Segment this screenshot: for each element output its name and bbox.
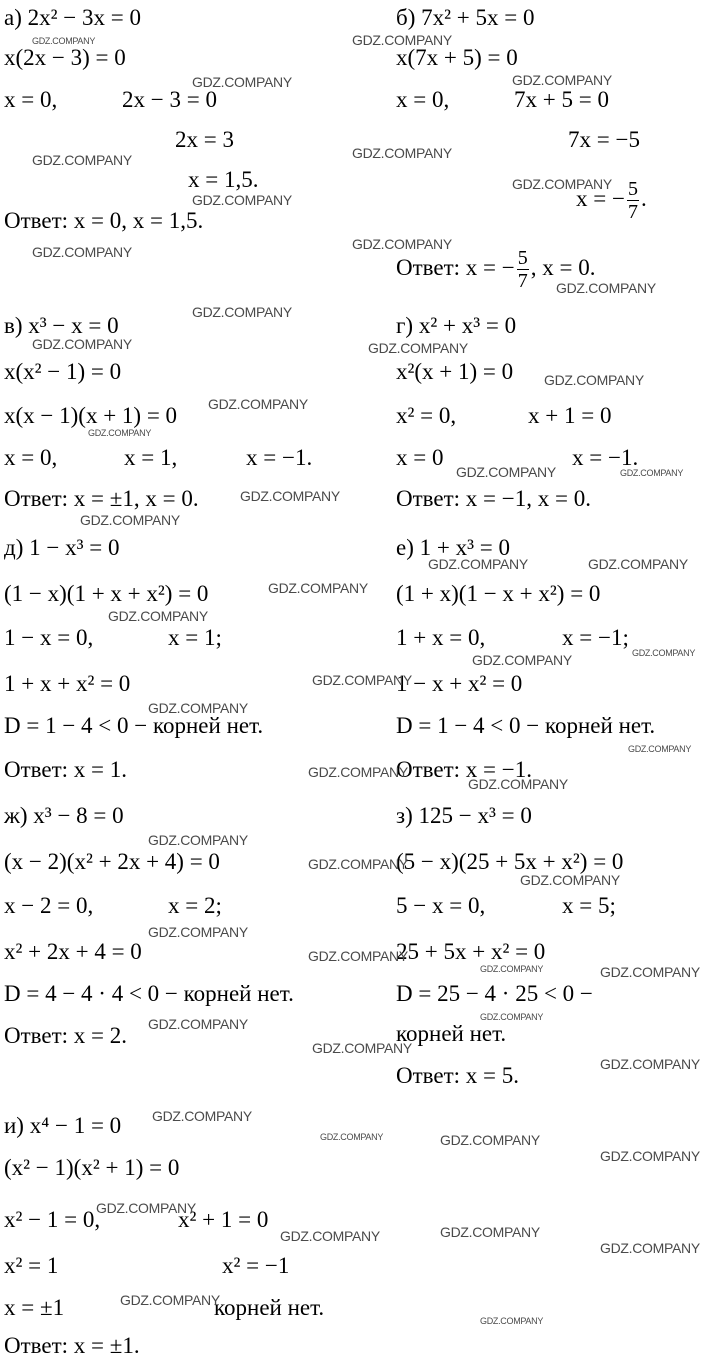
watermark: GDZ.COMPANY (512, 176, 612, 192)
problem-d-factored: (1 − x)(1 + x + x²) = 0 (4, 581, 209, 606)
problem-z-equation: з) 125 − x³ = 0 (396, 803, 532, 828)
problem-v-root-3: x = −1. (246, 445, 313, 470)
problem-zh-factor-eq-1: x − 2 = 0, (4, 893, 94, 918)
watermark: GDZ.COMPANY (32, 152, 132, 168)
problem-z-quadratic: 25 + 5x + x² = 0 (396, 939, 546, 964)
problem-a-equation: а) 2x² − 3x = 0 (4, 5, 141, 30)
watermark: GDZ.COMPANY (628, 744, 692, 754)
problem-a-step: 2x = 3 (175, 127, 234, 152)
problem-i-roots: x = ±1 (4, 1295, 65, 1320)
watermark: GDZ.COMPANY (440, 1224, 540, 1240)
problem-v-answer: Ответ: x = ±1, x = 0. (4, 486, 199, 511)
watermark: GDZ.COMPANY (352, 236, 452, 252)
watermark: GDZ.COMPANY (148, 1016, 248, 1032)
problem-z-factored: (5 − x)(25 + 5x + x²) = 0 (396, 849, 624, 874)
problem-zh-equation: ж) x³ − 8 = 0 (4, 803, 124, 828)
watermark: GDZ.COMPANY (32, 244, 132, 260)
problem-i-answer: Ответ: x = ±1. (4, 1333, 140, 1358)
problem-zh-answer: Ответ: x = 2. (4, 1023, 128, 1048)
problem-v-root-2: x = 1, (124, 445, 178, 470)
problem-a-factored: x(2x − 3) = 0 (4, 45, 126, 70)
problem-z-discriminant: D = 25 − 4 · 25 < 0 − (396, 981, 593, 1006)
watermark: GDZ.COMPANY (352, 32, 452, 48)
watermark: GDZ.COMPANY (152, 1108, 252, 1124)
problem-b-root-1: x = 0, (396, 87, 450, 112)
problem-z-factor-eq-1: 5 − x = 0, (396, 893, 486, 918)
watermark: GDZ.COMPANY (600, 1148, 700, 1164)
problem-g-root-2: x = −1. (572, 445, 639, 470)
watermark: GDZ.COMPANY (480, 1012, 544, 1022)
problem-i-factor-eq-2: x² + 1 = 0 (178, 1207, 269, 1232)
watermark: GDZ.COMPANY (512, 72, 612, 88)
problem-z-root: x = 5; (562, 893, 616, 918)
problem-e-answer: Ответ: x = −1. (396, 757, 532, 782)
problem-a-root-2: x = 1,5. (188, 167, 259, 192)
problem-i-equation: и) x⁴ − 1 = 0 (4, 1113, 122, 1138)
watermark: GDZ.COMPANY (308, 948, 408, 964)
watermark: GDZ.COMPANY (96, 1200, 196, 1216)
problem-a-answer: Ответ: x = 0, x = 1,5. (4, 208, 204, 233)
watermark: GDZ.COMPANY (148, 832, 248, 848)
watermark: GDZ.COMPANY (468, 776, 568, 792)
problem-z-answer: Ответ: x = 5. (396, 1063, 520, 1088)
watermark: GDZ.COMPANY (472, 652, 572, 668)
problem-g-root-1: x = 0 (396, 445, 444, 470)
problem-e-factored: (1 + x)(1 − x + x²) = 0 (396, 581, 601, 606)
watermark: GDZ.COMPANY (120, 1292, 220, 1308)
watermark: GDZ.COMPANY (428, 556, 528, 572)
problem-b-factored: x(7x + 5) = 0 (396, 45, 518, 70)
problem-d-root: x = 1; (168, 625, 222, 650)
problem-g-answer: Ответ: x = −1, x = 0. (396, 486, 591, 511)
watermark: GDZ.COMPANY (32, 336, 132, 352)
problem-b-factor-eq: 7x + 5 = 0 (514, 87, 609, 112)
problem-a-factor-eq: 2x − 3 = 0 (122, 87, 217, 112)
watermark: GDZ.COMPANY (480, 1316, 544, 1326)
watermark: GDZ.COMPANY (600, 1240, 700, 1256)
problem-i-square-1: x² = 1 (4, 1253, 59, 1278)
problem-b-equation: б) 7x² + 5x = 0 (396, 5, 535, 30)
watermark: GDZ.COMPANY (588, 556, 688, 572)
problem-d-quadratic: 1 + x + x² = 0 (4, 671, 131, 696)
problem-i-factored: (x² − 1)(x² + 1) = 0 (4, 1155, 180, 1180)
problem-d-factor-eq-1: 1 − x = 0, (4, 625, 94, 650)
watermark: GDZ.COMPANY (268, 580, 368, 596)
watermark: GDZ.COMPANY (192, 304, 292, 320)
problem-i-factor-eq-1: x² − 1 = 0, (4, 1207, 101, 1232)
problem-g-factor-eq-2: x + 1 = 0 (528, 403, 612, 428)
watermark: GDZ.COMPANY (544, 372, 644, 388)
problem-e-equation: е) 1 + x³ = 0 (396, 535, 510, 560)
problem-e-discriminant: D = 1 − 4 < 0 − корней нет. (396, 713, 656, 738)
problem-g-factored: x²(x + 1) = 0 (396, 359, 514, 384)
problem-v-factored-full: x(x − 1)(x + 1) = 0 (4, 403, 178, 428)
problem-i-square-2: x² = −1 (222, 1253, 290, 1278)
watermark: GDZ.COMPANY (80, 512, 180, 528)
watermark: GDZ.COMPANY (32, 36, 96, 46)
problem-d-equation: д) 1 − x³ = 0 (4, 535, 120, 560)
watermark: GDZ.COMPANY (520, 872, 620, 888)
problem-zh-factored: (x − 2)(x² + 2x + 4) = 0 (4, 849, 220, 874)
problem-e-factor-eq-1: 1 + x = 0, (396, 625, 486, 650)
watermark: GDZ.COMPANY (192, 74, 292, 90)
watermark: GDZ.COMPANY (556, 280, 656, 296)
problem-zh-discriminant: D = 4 − 4 · 4 < 0 − корней нет. (4, 981, 294, 1006)
watermark: GDZ.COMPANY (600, 964, 700, 980)
problem-e-quadratic: 1 − x + x² = 0 (396, 671, 523, 696)
watermark: GDZ.COMPANY (632, 648, 696, 658)
problem-zh-root: x = 2; (168, 893, 222, 918)
watermark: GDZ.COMPANY (368, 340, 468, 356)
watermark: GDZ.COMPANY (192, 192, 292, 208)
watermark: GDZ.COMPANY (312, 1040, 412, 1056)
problem-z-no-roots: корней нет. (396, 1021, 507, 1046)
problem-a-root-1: x = 0, (4, 87, 58, 112)
watermark: GDZ.COMPANY (440, 1132, 540, 1148)
watermark: GDZ.COMPANY (312, 672, 412, 688)
watermark: GDZ.COMPANY (208, 396, 308, 412)
watermark: GDZ.COMPANY (280, 1228, 380, 1244)
fraction: $\frac{5}{7}$ (627, 178, 638, 224)
watermark: GDZ.COMPANY (308, 764, 408, 780)
watermark: GDZ.COMPANY (456, 464, 556, 480)
problem-b-answer: Ответ: x = − $\frac{5}{7}$ , x = 0. (396, 247, 596, 293)
problem-b-step: 7x = −5 (568, 127, 640, 152)
problem-v-factored: x(x² − 1) = 0 (4, 359, 122, 384)
problem-v-root-1: x = 0, (4, 445, 58, 470)
problem-i-no-roots: корней нет. (214, 1295, 325, 1320)
watermark: GDZ.COMPANY (88, 428, 152, 438)
watermark: GDZ.COMPANY (308, 856, 408, 872)
fraction: $\frac{5}{7}$ (517, 247, 528, 293)
watermark: GDZ.COMPANY (148, 700, 248, 716)
problem-zh-quadratic: x² + 2x + 4 = 0 (4, 939, 142, 964)
problem-e-root: x = −1; (562, 625, 629, 650)
watermark: GDZ.COMPANY (320, 1132, 384, 1142)
problem-d-discriminant: D = 1 − 4 < 0 − корней нет. (4, 713, 264, 738)
watermark: GDZ.COMPANY (480, 964, 544, 974)
problem-d-answer: Ответ: x = 1. (4, 757, 128, 782)
watermark: GDZ.COMPANY (240, 488, 340, 504)
watermark: GDZ.COMPANY (620, 468, 684, 478)
watermark: GDZ.COMPANY (600, 1056, 700, 1072)
watermark: GDZ.COMPANY (148, 924, 248, 940)
problem-v-equation: в) x³ − x = 0 (4, 313, 119, 338)
watermark: GDZ.COMPANY (352, 145, 452, 161)
problem-g-factor-eq-1: x² = 0, (396, 403, 457, 428)
watermark: GDZ.COMPANY (108, 608, 208, 624)
problem-g-equation: г) x² + x³ = 0 (396, 313, 517, 338)
problem-b-root-2: x = − $\frac{5}{7}$ . (576, 178, 647, 224)
